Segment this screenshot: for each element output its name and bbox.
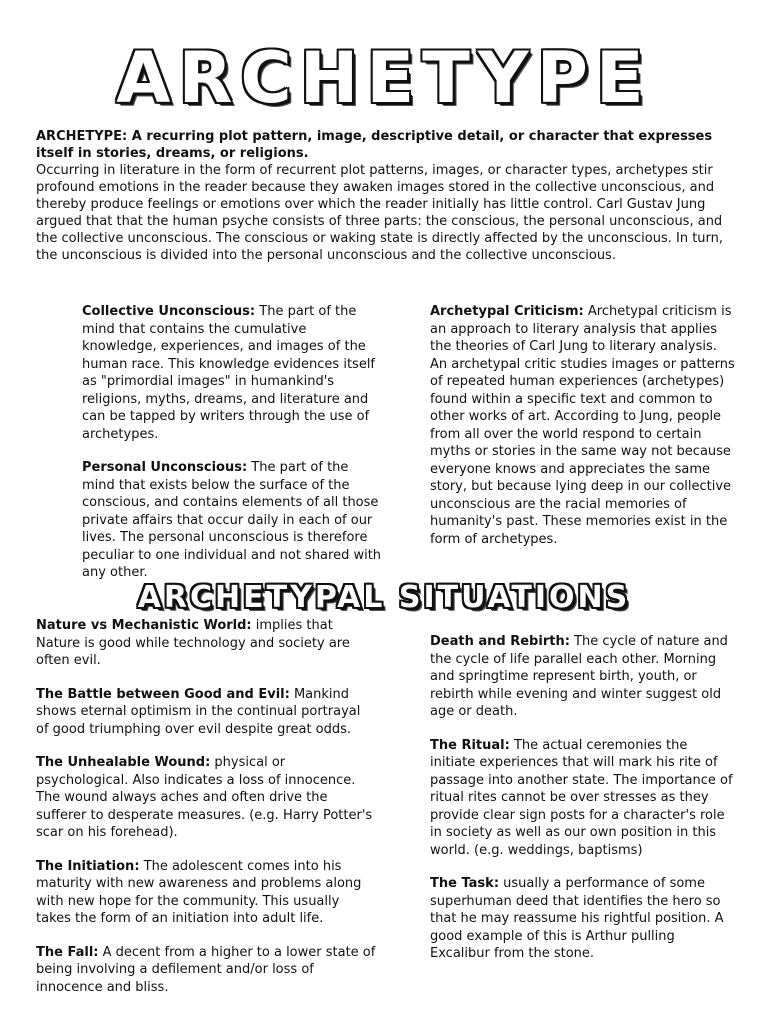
archetype-definition: ARCHETYPE: A recurring plot pattern, image, descriptive detail, or character that expresses itself in stories, dreams, or religions. xyxy=(36,129,713,161)
situation-item xyxy=(430,633,735,721)
situation-item xyxy=(36,754,376,842)
situation-item xyxy=(430,737,735,860)
situation-item xyxy=(36,944,376,997)
situation-item xyxy=(36,686,376,739)
concept-archetypal-criticism xyxy=(430,303,735,548)
concept-collective-unconscious xyxy=(82,303,382,443)
page-title: ARCHETYPE xyxy=(116,37,652,119)
concept-term: Archetypal Criticism: xyxy=(430,304,584,319)
concepts-left-column xyxy=(82,303,382,598)
concept-text: The part of the mind that contains the cumulative knowledge, experiences, and images of the human race. This knowledge evidences itself as "primordial images" in humankind's religions, myths, dreams, and literature and can be tapped by writers through the use of archetypes. xyxy=(82,304,376,442)
concept-term: Collective Unconscious: xyxy=(82,304,256,319)
situations-heading: ARCHETYPAL SITUATIONS xyxy=(137,580,631,615)
situation-term: The Initiation: xyxy=(36,858,140,874)
concept-text: Archetypal criticism is an approach to literary analysis that applies the theories of Carl Jung to literary analysis. An archetypal critic studies images or patterns of repeated human experiences (archetypes) found within a specific text and common to other works of art. According to Jung, people from all over the world respond to certain myths or stories in the same way not because everyone knows and appreciates the same story, but because lying deep in our collective unconscious are the racial memories of humanity's past. These memories exist in the form of archetypes. xyxy=(430,304,735,547)
situation-term: The Battle between Good and Evil: xyxy=(36,686,290,702)
situation-item xyxy=(430,875,735,963)
situation-text: usually a performance of some superhuman deed that identifies the hero so that he may reassume his rightful position. A good example of this is Arthur pulling Excalibur from the stone. xyxy=(430,876,724,961)
situations-left-column xyxy=(36,617,376,1012)
concept-personal-unconscious xyxy=(82,459,382,582)
intro-paragraph: Occurring in literature in the form of recurrent plot patterns, images, or character types, archetypes stir profound emotions in the reader because they awaken images stored in the collective unconscious, and thereby produce feelings or emotions over which the reader initially has little control. Carl Gustav Jung argued that that the human psyche consists of three parts: the conscious, the personal unconscious, and the collective unconscious. The conscious or waking state is directly affected by the unconscious. In turn, the unconscious is divided into the personal unconscious and the collective unconscious. xyxy=(36,163,724,263)
situation-item xyxy=(36,617,376,670)
intro-section xyxy=(36,128,726,264)
situation-term: The Ritual: xyxy=(430,737,510,753)
situations-right-column xyxy=(430,633,735,979)
situation-term: The Unhealable Wound: xyxy=(36,755,211,770)
situation-text: The actual ceremonies the initiate experiences that will mark his rite of passage into another state. The importance of ritual rites cannot be over stresses as they provide clear sign posts for a character's role in society as well as our own position in this world. (e.g. weddings, baptisms) xyxy=(430,737,733,858)
situation-text: Mankind shows eternal optimism in the continual portrayal of good triumphing over evil despite great odds. xyxy=(36,686,361,737)
situation-term: The Task: xyxy=(430,876,500,891)
situation-text: The cycle of nature and the cycle of life parallel each other. Morning and springtime represent birth, youth, or rebirth while evening and winter suggest old age or death. xyxy=(430,634,728,719)
situation-text: implies that Nature is good while technology and society are often evil. xyxy=(36,618,350,668)
situation-item xyxy=(36,858,376,928)
concept-term: Personal Unconscious: xyxy=(82,460,248,475)
situation-term: Nature vs Mechanistic World: xyxy=(36,618,252,633)
concept-text: The part of the mind that exists below the surface of the conscious, and contains elements of all those private affairs that occur daily in each of our lives. The personal unconscious is therefore peculiar to one individual and not shared with any other. xyxy=(82,460,382,580)
situation-text: physical or psychological. Also indicates a loss of innocence. The wound always aches and often drive the sufferer to desperate measures. (e.g. Harry Potter's scar on his forehead). xyxy=(36,755,373,840)
situation-text: The adolescent comes into his maturity with new awareness and problems along with new hope for the community. This usually takes the form of an initiation into adult life. xyxy=(36,858,362,926)
situation-term: The Fall: xyxy=(36,944,99,960)
concepts-right-column xyxy=(430,303,735,564)
situation-text: A decent from a higher to a lower state of being involving a defilement and/or loss of innocence and bliss. xyxy=(36,944,376,995)
situation-term: Death and Rebirth: xyxy=(430,634,570,649)
